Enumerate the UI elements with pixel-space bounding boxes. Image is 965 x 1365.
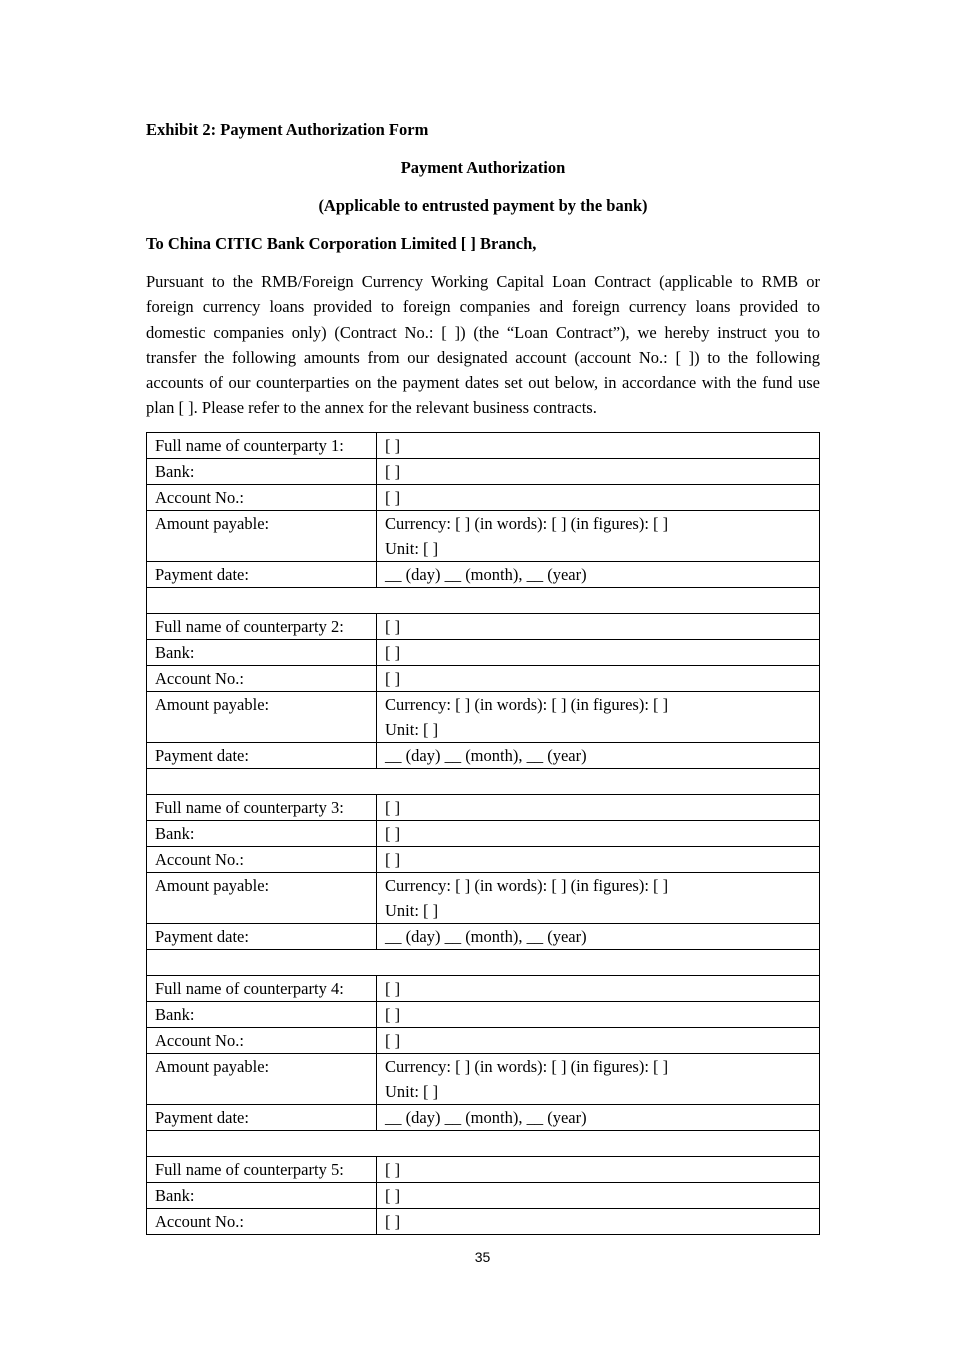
table-row [147,923,820,949]
amount-payable-value [377,691,820,742]
counterparty-name-value: [ ] [377,975,820,1001]
addressee: To China CITIC Bank Corporation Limited [ ] Branch, [146,234,537,253]
account-no-value: [ ] [377,665,820,691]
payment-date-label: Payment date: [147,923,377,949]
table-row [147,794,820,820]
table-row [147,665,820,691]
table-row [147,510,820,561]
table-row [147,691,820,742]
amount-unit-line: Unit: [ ] [385,538,439,558]
payment-date-label: Payment date: [147,1104,377,1130]
spacer-row [147,1130,820,1156]
table-row [147,846,820,872]
amount-payable-label: Amount payable: [147,691,377,742]
bank-value: [ ] [377,639,820,665]
body-paragraph: Pursuant to the RMB/Foreign Currency Working Capital Loan Contract (applicable to RMB or foreign currency loans provided to foreign companies and foreign currency loans provided to domestic companies only) (Contract No.: [ ]) (the “Loan Contract”), we hereby instruct you to transfer the following amounts from our designated account (account No.: [ ]) to the following accounts of our counterparties on the payment dates set out below, in accordance with the fund use plan [ ]. Please refer to the annex for the relevant business contracts. [146,272,820,418]
payment-date-value: __ (day) __ (month), __ (year) [377,923,820,949]
amount-currency-line: Currency: [ ] (in words): [ ] (in figures): [ ] [385,694,669,714]
counterparty-name-value: [ ] [377,432,820,458]
table-row [147,1156,820,1182]
table-row [147,1208,820,1234]
bank-value: [ ] [377,820,820,846]
bank-label: Bank: [147,639,377,665]
amount-payable-value [377,510,820,561]
table-row [147,561,820,587]
bank-value: [ ] [377,1001,820,1027]
account-no-label: Account No.: [147,484,377,510]
table-row [147,1182,820,1208]
counterparty-name-value: [ ] [377,794,820,820]
bank-label: Bank: [147,1001,377,1027]
table-row [147,975,820,1001]
table-row [147,484,820,510]
bank-label: Bank: [147,1182,377,1208]
counterparty-name-value: [ ] [377,613,820,639]
amount-unit-line: Unit: [ ] [385,900,439,920]
amount-payable-value [377,1053,820,1104]
bank-label: Bank: [147,820,377,846]
counterparty-name-label: Full name of counterparty 4: [147,975,377,1001]
table-row [147,1104,820,1130]
amount-unit-line: Unit: [ ] [385,719,439,739]
account-no-label: Account No.: [147,1027,377,1053]
amount-currency-line: Currency: [ ] (in words): [ ] (in figures): [ ] [385,513,669,533]
bank-value: [ ] [377,458,820,484]
table-row [147,432,820,458]
bank-label: Bank: [147,458,377,484]
counterparty-name-label: Full name of counterparty 2: [147,613,377,639]
account-no-label: Account No.: [147,665,377,691]
form-subtitle: (Applicable to entrusted payment by the bank) [318,196,648,215]
exhibit-title: Exhibit 2: Payment Authorization Form [146,120,429,139]
account-no-value: [ ] [377,846,820,872]
table-row [147,742,820,768]
payment-date-value: __ (day) __ (month), __ (year) [377,561,820,587]
table-row [147,458,820,484]
amount-payable-label: Amount payable: [147,510,377,561]
table-row [147,1053,820,1104]
counterparty-name-value: [ ] [377,1156,820,1182]
amount-currency-line: Currency: [ ] (in words): [ ] (in figures): [ ] [385,875,669,895]
amount-payable-value [377,872,820,923]
counterparty-name-label: Full name of counterparty 3: [147,794,377,820]
amount-currency-line: Currency: [ ] (in words): [ ] (in figures): [ ] [385,1056,669,1076]
page-number: 35 [474,1249,491,1265]
counterparty-name-label: Full name of counterparty 5: [147,1156,377,1182]
table-row [147,613,820,639]
bank-value: [ ] [377,1182,820,1208]
amount-payable-label: Amount payable: [147,872,377,923]
amount-unit-line: Unit: [ ] [385,1081,439,1101]
amount-payable-label: Amount payable: [147,1053,377,1104]
payment-date-value: __ (day) __ (month), __ (year) [377,1104,820,1130]
table-row [147,872,820,923]
payment-date-value: __ (day) __ (month), __ (year) [377,742,820,768]
form-title: Payment Authorization [400,158,566,177]
table-row [147,639,820,665]
table-row [147,1027,820,1053]
account-no-label: Account No.: [147,846,377,872]
document-page [146,118,820,1235]
counterparty-name-label: Full name of counterparty 1: [147,432,377,458]
counterparty-table [146,432,820,1235]
account-no-value: [ ] [377,1027,820,1053]
account-no-label: Account No.: [147,1208,377,1234]
spacer-row [147,949,820,975]
payment-date-label: Payment date: [147,561,377,587]
payment-date-label: Payment date: [147,742,377,768]
spacer-row [147,587,820,613]
account-no-value: [ ] [377,484,820,510]
spacer-row [147,768,820,794]
table-row [147,1001,820,1027]
table-row [147,820,820,846]
account-no-value: [ ] [377,1208,820,1234]
